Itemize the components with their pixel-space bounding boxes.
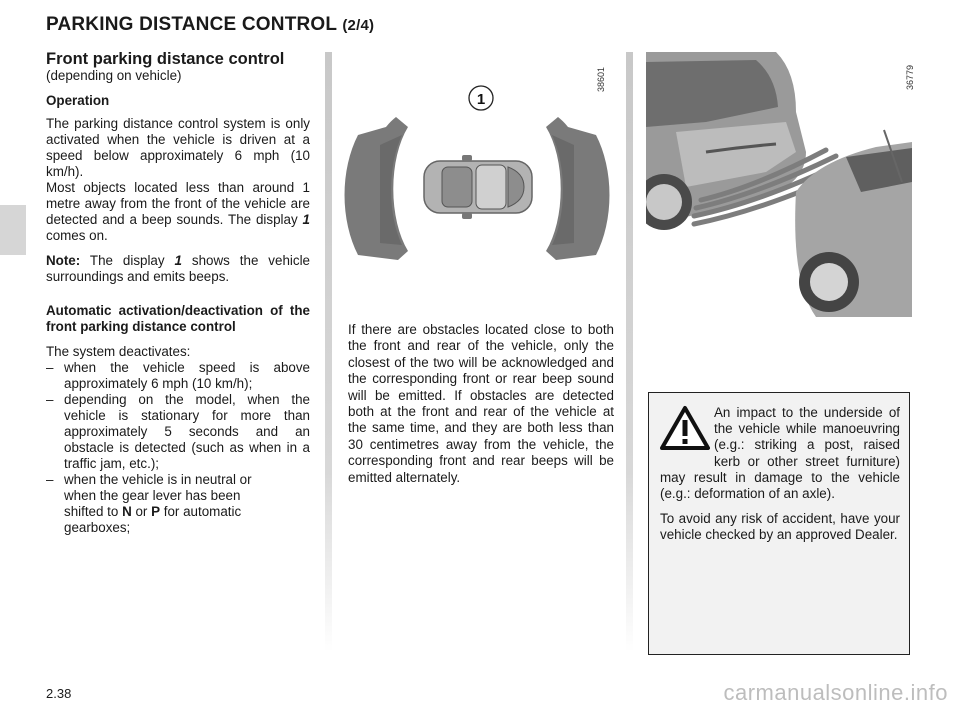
front-sensor-zone-inner (552, 135, 574, 245)
vehicle-photo-figure (646, 52, 912, 317)
dash-bullet: – (46, 392, 54, 407)
left-column (46, 50, 310, 536)
objects-text-1: Most objects located less than around 1 metre away from the front of the vehicle are detected and a beep sounds. The display (46, 180, 310, 227)
list-item (46, 472, 310, 536)
figure-ref-middle: 38601 (596, 66, 606, 92)
callout-label: 1 (476, 91, 486, 108)
list-item-text: for automatic gearboxes; (64, 504, 242, 535)
dash-bullet: – (46, 360, 54, 375)
note-text-2: shows the vehicle surroundings and emits beeps. (46, 253, 310, 284)
list-item (46, 360, 310, 392)
display-figure (338, 55, 618, 315)
section-heading: Front parking distance control (46, 50, 285, 68)
title-text: PARKING DISTANCE CONTROL (46, 14, 337, 35)
deactivation-list (46, 360, 310, 536)
list-item-text: depending on the model, when the vehicle is stationary for more than approximately 5 seconds and an obstacle is detected (such as when in a traffic jam, etc.); (64, 392, 310, 471)
deactivates-intro: The system deactivates: (46, 344, 191, 359)
page-title (46, 14, 374, 36)
warning-icon-slot (660, 405, 714, 467)
warning-icon (660, 405, 710, 451)
operation-heading: Operation (46, 93, 110, 108)
auto-heading: Automatic activation/deactivation of the front parking distance control (46, 303, 310, 334)
title-suffix: (2/4) (342, 17, 375, 34)
warning-paragraph-2: To avoid any risk of accident, have your vehicle checked by an approved Dealer. (660, 511, 900, 543)
car-top-view (424, 155, 532, 219)
note-label: Note: (46, 253, 81, 268)
note-ref: 1 (174, 253, 182, 268)
page-number: 2.38 (46, 686, 72, 701)
note-paragraph (46, 253, 310, 285)
list-item (46, 392, 310, 472)
watermark: carmanualsonline.info (723, 680, 948, 705)
warning-paragraph-1: An impact to the underside of the vehicle while manoeuvring (e.g.: striking a post, raised kerb or other street furniture) may result in damage to the vehicle (e.g.: deformation of an axle). (660, 405, 900, 502)
objects-paragraph (46, 180, 310, 244)
dash-bullet: – (46, 472, 54, 487)
list-item-text: or (131, 504, 152, 519)
note-text-1: The display (80, 253, 175, 268)
depending-note: (depending on vehicle) (46, 68, 182, 83)
display-ref: 1 (302, 212, 310, 227)
obstacles-paragraph: If there are obstacles located close to both the front and rear of the vehicle, only the closest of the two will be acknowledged and the corresponding front or rear beep sound will be emitted. If obstacles are detected both at the front and rear of the vehicle at the same time, and they are both less than 30 centimetres away from the vehicle, the corresponding front and rear beeps will be emitted alternately. (348, 322, 614, 485)
figure-ref-right: 36779 (905, 64, 915, 90)
operation-text: The parking distance control system is only activated when the vehicle is driven at a speed below approximately 6 mph (10 km/h). (46, 116, 310, 179)
column-divider-left (325, 52, 332, 652)
list-item-text: when the vehicle is in neutral or when the gear lever has been shifted to (64, 472, 252, 519)
list-item-text: when the vehicle speed is above approximately 6 mph (10 km/h); (64, 360, 310, 391)
rear-sensor-zone-inner (380, 135, 402, 245)
gear-p: P (151, 504, 161, 519)
warning-text (660, 405, 900, 553)
objects-text-2: comes on. (46, 228, 108, 243)
gear-n: N (122, 504, 132, 519)
column-divider-right (626, 52, 633, 652)
section-tab (0, 205, 26, 255)
